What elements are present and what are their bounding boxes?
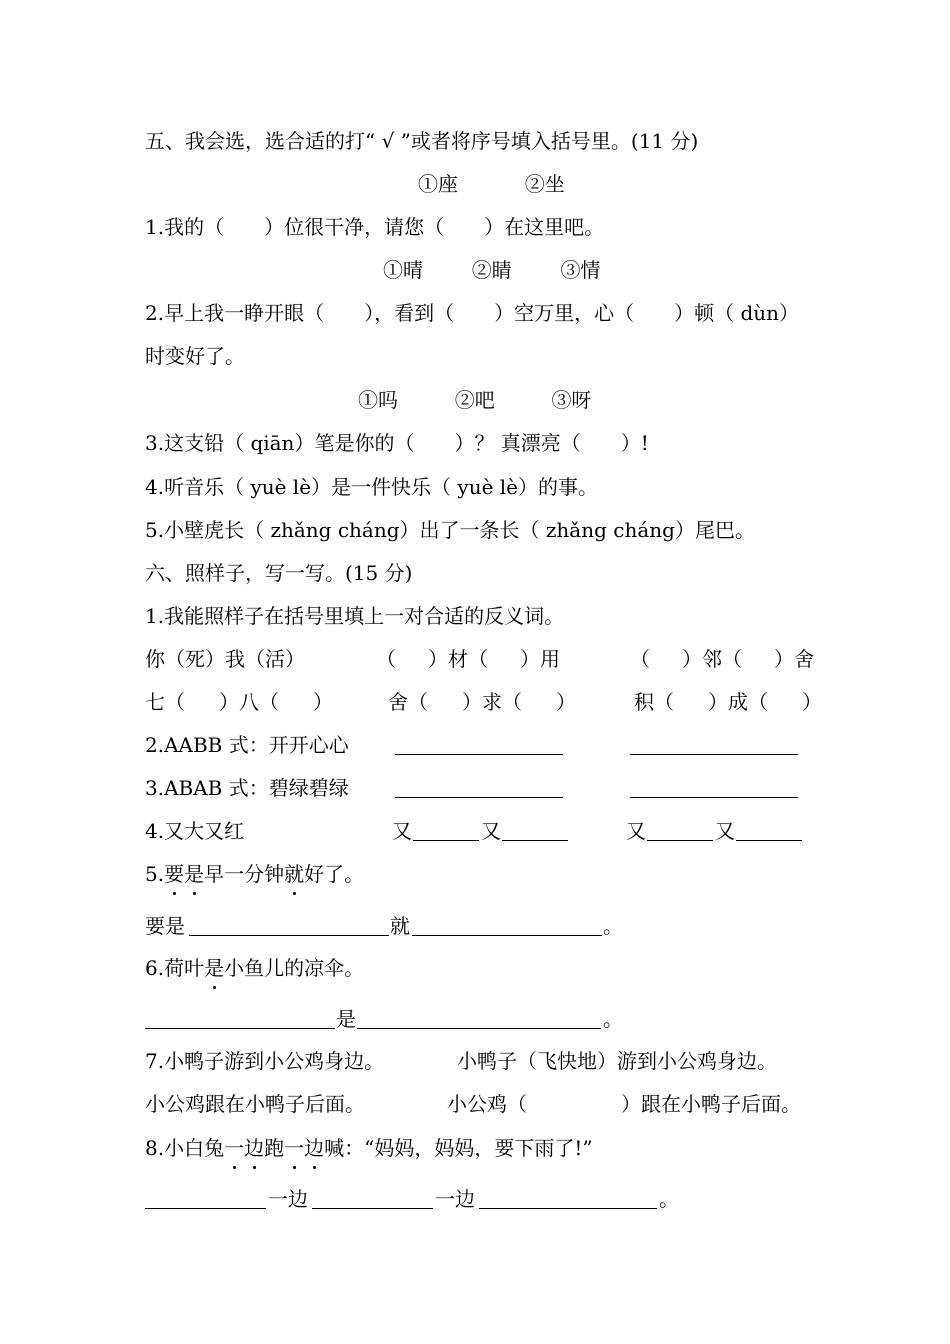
question-6-7-a: 7.小鸭子游到小公鸡身边。: [145, 1049, 385, 1073]
option-1-2: ②坐: [524, 172, 565, 196]
section-6-title: 六、照样子，写一写。(15 分): [145, 561, 413, 585]
antonym-row-2-group-1: 七（ ）八（ ）: [145, 690, 333, 714]
answer-6-8-end: 。: [659, 1187, 679, 1211]
you-1: 又: [392, 819, 412, 843]
question-6-5: 5.要是早一分钟就好了。: [145, 858, 845, 890]
option-3-2: ②吧: [454, 388, 495, 412]
answer-blank-6-8b[interactable]: [312, 1208, 433, 1209]
answer-blank-6-8c[interactable]: [479, 1208, 657, 1209]
emphasis-char: 一: [224, 1132, 244, 1164]
question-5-3: 3.这支铅（ qiān）笔是你的（ ）？ 真漂亮（ ）!: [145, 431, 649, 455]
answer-blank-6-3a[interactable]: [395, 797, 563, 798]
question-6-1: 1.我能照样子在括号里填上一对合适的反义词。: [145, 604, 565, 628]
emphasis-char: 边: [244, 1132, 264, 1164]
options-2: [383, 254, 600, 286]
option-2-1: ①晴: [383, 258, 423, 282]
option-3-1: ①吗: [358, 388, 398, 412]
answer-6-5-label-b: 就: [390, 914, 410, 938]
answer-6-8-label-c: 一边: [435, 1187, 475, 1211]
answer-blank-6-4d[interactable]: [736, 840, 802, 841]
answer-blank-6-6b[interactable]: [357, 1028, 601, 1029]
answer-blank-6-5b[interactable]: [412, 935, 602, 936]
answer-blank-6-5a[interactable]: [189, 935, 389, 936]
emphasis-char: 要: [164, 858, 184, 890]
emphasis-char: 就: [284, 858, 304, 890]
option-1-1: ①座: [418, 172, 458, 196]
question-6-7-d: 小公鸡（ ）跟在小鸭子后面。: [447, 1092, 801, 1116]
section-5-title: 五、我会选，选合适的打“ √ ”或者将序号填入括号里。(11 分): [145, 129, 699, 153]
emphasis-char: 边: [304, 1132, 324, 1164]
emphasis-char: 是: [184, 858, 204, 890]
you-4: 又: [715, 819, 735, 843]
question-5-5: 5.小壁虎长（ zhǎng cháng）出了一条长（ zhǎng cháng）尾巴。: [145, 518, 755, 542]
option-2-2: ②睛: [471, 258, 512, 282]
question-5-2-cont: 时变好了。: [145, 344, 245, 368]
answer-blank-6-4c[interactable]: [647, 840, 713, 841]
you-3: 又: [626, 819, 646, 843]
answer-blank-6-2a[interactable]: [395, 754, 563, 755]
question-6-6: 6.荷叶是小鱼儿的凉伞。: [145, 952, 845, 984]
answer-6-6-end: 。: [603, 1007, 623, 1031]
emphasis-char: 一: [284, 1132, 304, 1164]
question-6-3: 3.ABAB 式：碧绿碧绿: [145, 776, 349, 800]
answer-6-5-label-a: 要是: [145, 914, 185, 938]
options-1: [418, 168, 565, 200]
answer-6-8-label-b: 一边: [268, 1187, 308, 1211]
question-5-1: 1.我的（ ）位很干净，请您（ ）在这里吧。: [145, 215, 605, 239]
question-5-2: 2.早上我一睁开眼（ ），看到（ ）空万里，心（ ）顿（ dùn）: [145, 301, 800, 325]
question-6-2: 2.AABB 式：开开心心: [145, 733, 349, 757]
antonym-row-2-group-3: 积（ ）成（ ）: [634, 690, 822, 714]
answer-blank-6-4a[interactable]: [413, 840, 479, 841]
antonym-row-1-group-1: （ ）材（ ）用: [376, 647, 560, 671]
question-6-7-b: 小鸭子（飞快地）游到小公鸡身边。: [457, 1049, 777, 1073]
answer-blank-6-6a[interactable]: [145, 1028, 335, 1029]
question-5-4: 4.听音乐（ yuè lè）是一件快乐（ yuè lè）的事。: [145, 475, 599, 499]
emphasis-char: 是: [204, 952, 224, 984]
answer-blank-6-2b[interactable]: [630, 754, 798, 755]
answer-blank-6-4b[interactable]: [502, 840, 568, 841]
antonym-row-1-example: 你（死）我（活）: [145, 647, 305, 671]
you-2: 又: [481, 819, 501, 843]
antonym-row-1-group-2: （ ）邻（ ）舍: [630, 647, 814, 671]
antonym-row-2-group-2: 舍（ ）求（ ）: [388, 690, 576, 714]
options-3: [358, 384, 591, 416]
option-3-3: ③呀: [551, 388, 592, 412]
question-6-7-c: 小公鸡跟在小鸭子后面。: [145, 1092, 365, 1116]
question-6-4: 4.又大又红: [145, 819, 245, 843]
answer-6-5-end: 。: [603, 914, 623, 938]
question-6-8: 8.小白兔一边跑一边喊：“妈妈，妈妈，要下雨了!”: [145, 1132, 845, 1164]
option-2-3: ③情: [560, 258, 601, 282]
answer-blank-6-8a[interactable]: [145, 1208, 266, 1209]
answer-6-6-label-b: 是: [336, 1007, 356, 1031]
answer-blank-6-3b[interactable]: [630, 797, 798, 798]
